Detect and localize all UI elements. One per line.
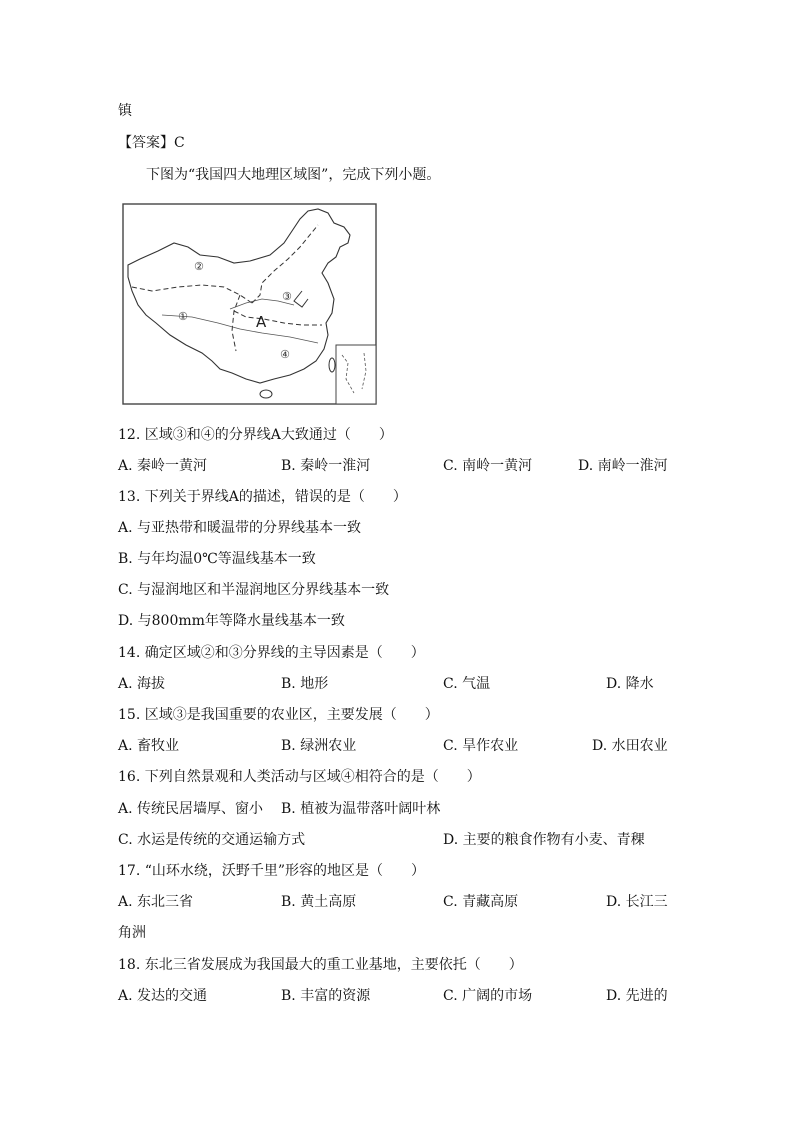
q17-option-d[interactable]: D. 长江三 xyxy=(606,894,668,910)
question-13-stem: 13. 下列关于界线A的描述，错误的是（ ） xyxy=(118,489,407,505)
q15-option-b[interactable]: B. 绿洲农业 xyxy=(281,738,357,754)
q12-option-c[interactable]: C. 南岭一黄河 xyxy=(443,458,533,474)
q17-option-c[interactable]: C. 青藏高原 xyxy=(443,894,519,910)
q15-option-d[interactable]: D. 水田农业 xyxy=(592,738,668,754)
q16-option-b[interactable]: B. 植被为温带落叶阔叶林 xyxy=(281,801,441,817)
region-label-3: ③ xyxy=(282,290,292,303)
q12-option-d[interactable]: D. 南岭一淮河 xyxy=(578,458,668,474)
question-18-stem: 18. 东北三省发展成为我国最大的重工业基地，主要依托（ ） xyxy=(118,957,523,973)
q14-option-a[interactable]: A. 海拔 xyxy=(118,676,166,692)
question-14-stem: 14. 确定区域②和③分界线的主导因素是（ ） xyxy=(118,645,425,661)
top-fragment: 镇 xyxy=(118,103,132,119)
q13-option-a[interactable]: A. 与亚热带和暖温带的分界线基本一致 xyxy=(118,520,362,536)
q14-option-d[interactable]: D. 降水 xyxy=(606,676,654,692)
q18-option-a[interactable]: A. 发达的交通 xyxy=(118,988,208,1004)
q14-option-c[interactable]: C. 气温 xyxy=(443,676,491,692)
question-12-options xyxy=(118,456,678,476)
q18-option-d[interactable]: D. 先进的 xyxy=(606,988,668,1004)
question-14-options xyxy=(118,674,678,694)
q12-option-b[interactable]: B. 秦岭一淮河 xyxy=(281,458,371,474)
region-label-1: ① xyxy=(178,310,188,323)
question-16-stem: 16. 下列自然景观和人类活动与区域④相符合的是（ ） xyxy=(118,769,481,785)
question-15-stem: 15. 区域③是我国重要的农业区，主要发展（ ） xyxy=(118,707,439,723)
question-17-options xyxy=(118,892,678,912)
q13-option-d[interactable]: D. 与800mm年等降水量线基本一致 xyxy=(118,613,345,629)
q12-option-a[interactable]: A. 秦岭一黄河 xyxy=(118,458,208,474)
q13-option-b[interactable]: B. 与年均温0℃等温线基本一致 xyxy=(118,551,316,567)
china-regions-map xyxy=(122,203,377,405)
question-17-stem: 17. “山环水绕，沃野千里”形容的地区是（ ） xyxy=(118,863,426,879)
q15-option-c[interactable]: C. 旱作农业 xyxy=(443,738,519,754)
q17-option-d-wrap: 角洲 xyxy=(118,925,146,941)
question-16-options-row1 xyxy=(118,799,678,819)
q18-option-c[interactable]: C. 广阔的市场 xyxy=(443,988,533,1004)
intro-text: 下图为“我国四大地理区域图”，完成下列小题。 xyxy=(146,167,441,183)
q17-option-a[interactable]: A. 东北三省 xyxy=(118,894,194,910)
question-16-options-row2 xyxy=(118,830,678,850)
q18-option-b[interactable]: B. 丰富的资源 xyxy=(281,988,371,1004)
q14-option-b[interactable]: B. 地形 xyxy=(281,676,329,692)
question-12-stem: 12. 区域③和④的分界线A大致通过（ ） xyxy=(118,427,393,443)
q16-option-d[interactable]: D. 主要的粮食作物有小麦、青稞 xyxy=(443,832,645,848)
q15-option-a[interactable]: A. 畜牧业 xyxy=(118,738,180,754)
question-18-options xyxy=(118,986,678,1006)
q16-option-c[interactable]: C. 水运是传统的交通运输方式 xyxy=(118,832,306,848)
region-label-4: ④ xyxy=(280,348,290,361)
boundary-label-a: A xyxy=(256,313,267,331)
q17-option-b[interactable]: B. 黄土高原 xyxy=(281,894,357,910)
question-15-options xyxy=(118,736,678,756)
region-label-2: ② xyxy=(194,260,204,273)
south-sea-inset xyxy=(336,345,376,404)
q16-option-a[interactable]: A. 传统民居墙厚、窗小 xyxy=(118,801,264,817)
answer-line: 【答案】C xyxy=(118,135,185,151)
q13-option-c[interactable]: C. 与湿润地区和半湿润地区分界线基本一致 xyxy=(118,582,390,598)
